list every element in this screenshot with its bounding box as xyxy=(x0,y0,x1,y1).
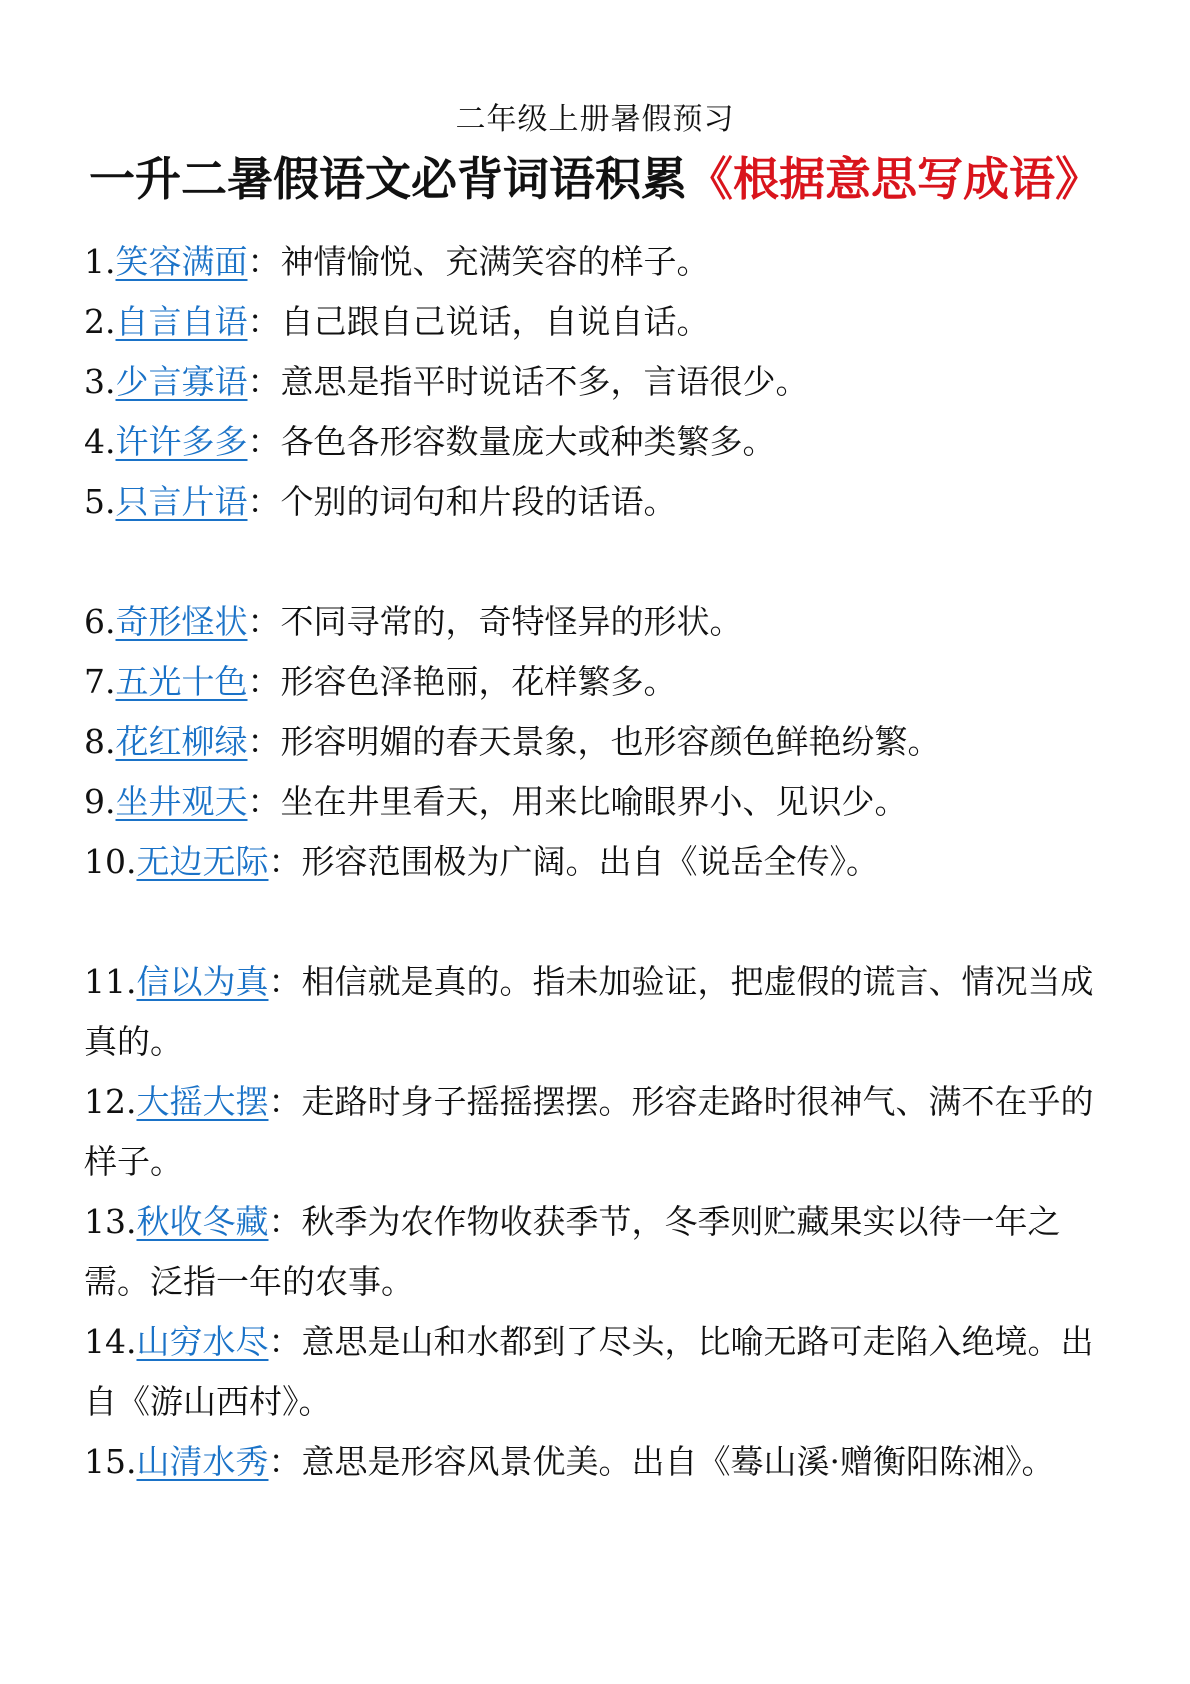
entry-number: 12. xyxy=(84,1082,137,1121)
idiom-group-2 xyxy=(84,592,1114,892)
idiom-link[interactable]: 山清水秀 xyxy=(136,1442,269,1481)
idiom-group-3 xyxy=(84,952,1114,1492)
page-title-main: 一升二暑假语文必背词语积累 xyxy=(89,152,687,206)
idiom-entry-4 xyxy=(84,412,1114,472)
entry-separator: ： xyxy=(268,962,302,1001)
idiom-definition: 秋季为农作物收获季节，冬季则贮藏果实以待一年之需。泛指一年的农事。 xyxy=(84,1202,1061,1301)
idiom-link[interactable]: 大摇大摆 xyxy=(136,1082,269,1121)
idiom-link[interactable]: 坐井观天 xyxy=(115,782,248,821)
idiom-definition: 各色各形容数量庞大或种类繁多。 xyxy=(280,422,776,461)
page-title xyxy=(0,148,1190,210)
entry-number: 11. xyxy=(84,962,137,1001)
entry-separator: ： xyxy=(247,242,281,281)
entry-separator: ： xyxy=(247,422,281,461)
idiom-entry-5 xyxy=(84,472,1114,532)
entry-separator: ： xyxy=(247,722,281,761)
entry-separator: ： xyxy=(247,302,281,341)
entry-separator: ： xyxy=(247,662,281,701)
page-title-accent: 《根据意思写成语》 xyxy=(687,152,1101,206)
entry-number: 9. xyxy=(84,782,116,821)
idiom-link[interactable]: 花红柳绿 xyxy=(115,722,248,761)
entry-number: 13. xyxy=(84,1202,137,1241)
entry-number: 15. xyxy=(84,1442,137,1481)
idiom-link[interactable]: 信以为真 xyxy=(136,962,269,1001)
entry-number: 7. xyxy=(84,662,116,701)
idiom-entry-11 xyxy=(84,952,1114,1072)
idiom-entry-2 xyxy=(84,292,1114,352)
idiom-definition: 坐在井里看天，用来比喻眼界小、见识少。 xyxy=(280,782,908,821)
idiom-entry-8 xyxy=(84,712,1114,772)
idiom-definition: 神情愉悦、充满笑容的样子。 xyxy=(280,242,710,281)
entry-number: 14. xyxy=(84,1322,137,1361)
idiom-entry-12 xyxy=(84,1072,1114,1192)
entry-separator: ： xyxy=(268,1322,302,1361)
entry-separator: ： xyxy=(247,362,281,401)
idiom-link[interactable]: 笑容满面 xyxy=(115,242,248,281)
idiom-link[interactable]: 许许多多 xyxy=(115,422,248,461)
entry-separator: ： xyxy=(268,1082,302,1121)
entry-separator: ： xyxy=(247,602,281,641)
idiom-definition: 不同寻常的，奇特怪异的形状。 xyxy=(280,602,743,641)
idiom-entry-13 xyxy=(84,1192,1114,1312)
idiom-entry-14 xyxy=(84,1312,1114,1432)
idiom-link[interactable]: 少言寡语 xyxy=(115,362,248,401)
idiom-group-1 xyxy=(84,232,1114,532)
entry-separator: ： xyxy=(247,482,281,521)
entry-separator: ： xyxy=(247,782,281,821)
entry-number: 4. xyxy=(84,422,116,461)
idiom-entry-6 xyxy=(84,592,1114,652)
idiom-definition: 形容明媚的春天景象，也形容颜色鲜艳纷繁。 xyxy=(280,722,941,761)
idiom-definition: 意思是山和水都到了尽头，比喻无路可走陷入绝境。出自《游山西村》。 xyxy=(84,1322,1094,1421)
idiom-definition: 意思是形容风景优美。出自《蓦山溪·赠衡阳陈湘》。 xyxy=(301,1442,1055,1481)
entry-number: 1. xyxy=(84,242,116,281)
page-subtitle: 二年级上册暑假预习 xyxy=(455,102,735,137)
idiom-definition: 走路时身子摇摇摆摆。形容走路时很神气、满不在乎的样子。 xyxy=(84,1082,1094,1181)
idiom-list xyxy=(84,232,1114,1492)
idiom-entry-7 xyxy=(84,652,1114,712)
idiom-definition: 个别的词句和片段的话语。 xyxy=(280,482,677,521)
idiom-entry-1 xyxy=(84,232,1114,292)
idiom-link[interactable]: 山穷水尽 xyxy=(136,1322,269,1361)
idiom-link[interactable]: 只言片语 xyxy=(115,482,248,521)
entry-number: 3. xyxy=(84,362,116,401)
idiom-entry-9 xyxy=(84,772,1114,832)
idiom-entry-15 xyxy=(84,1432,1114,1492)
entry-separator: ： xyxy=(268,842,302,881)
idiom-definition: 形容范围极为广阔。出自《说岳全传》。 xyxy=(301,842,879,881)
idiom-link[interactable]: 秋收冬藏 xyxy=(136,1202,269,1241)
entry-separator: ： xyxy=(268,1442,302,1481)
entry-number: 8. xyxy=(84,722,116,761)
idiom-definition: 意思是指平时说话不多，言语很少。 xyxy=(280,362,809,401)
idiom-link[interactable]: 五光十色 xyxy=(115,662,248,701)
idiom-entry-10 xyxy=(84,832,1114,892)
idiom-definition: 形容色泽艳丽，花样繁多。 xyxy=(280,662,677,701)
entry-separator: ： xyxy=(268,1202,302,1241)
entry-number: 10. xyxy=(84,842,137,881)
entry-number: 2. xyxy=(84,302,116,341)
entry-number: 6. xyxy=(84,602,116,641)
idiom-link[interactable]: 奇形怪状 xyxy=(115,602,248,641)
idiom-link[interactable]: 无边无际 xyxy=(136,842,269,881)
idiom-definition: 自己跟自己说话，自说自话。 xyxy=(280,302,710,341)
idiom-entry-3 xyxy=(84,352,1114,412)
idiom-link[interactable]: 自言自语 xyxy=(115,302,248,341)
idiom-definition: 相信就是真的。指未加验证，把虚假的谎言、情况当成真的。 xyxy=(84,962,1094,1061)
entry-number: 5. xyxy=(84,482,116,521)
